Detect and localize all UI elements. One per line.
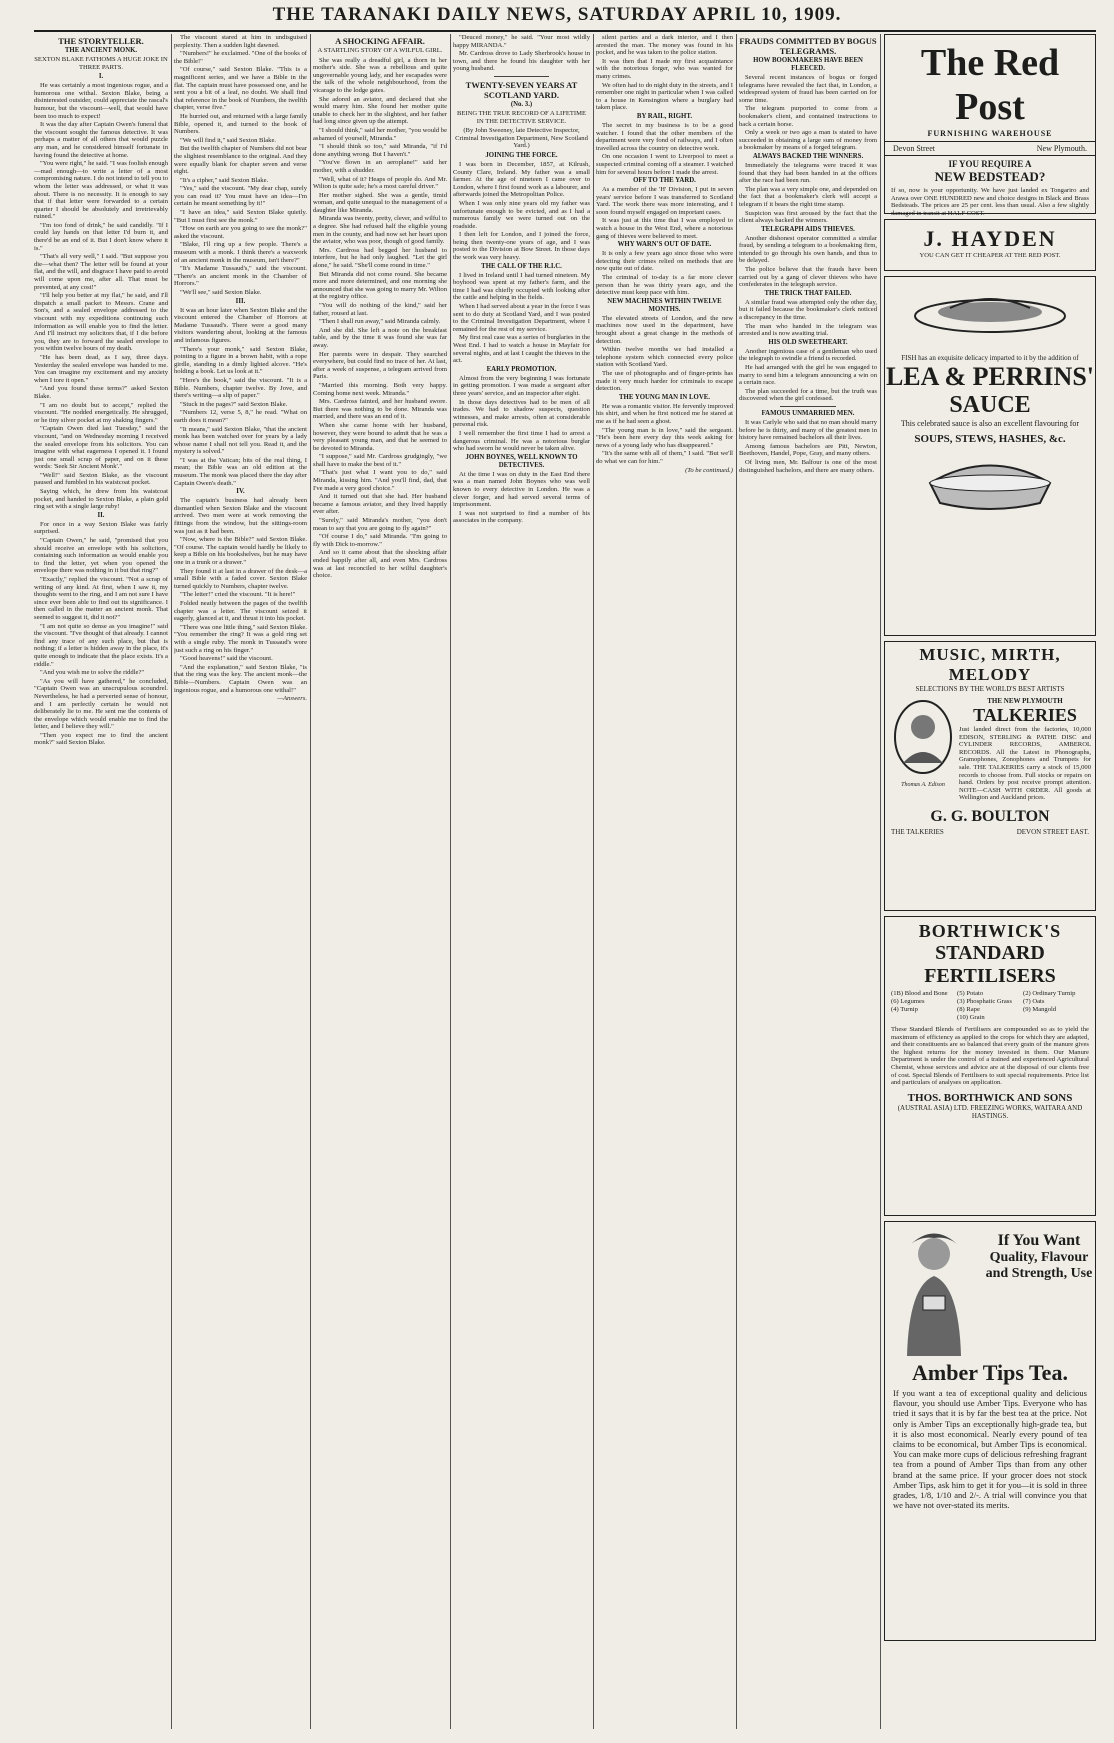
paragraph: "I'll help you better at my flat," he said, and I'll dispatch a small packet to Messrs. Crane and Son's, and a sealed envelope addressed to the viscount with my expeditions continuing such information as will enable you to find the letter. And I'll instruct my solicitors that, if I die before you, they are to forward the sealed envelope to you within twelve hours of my death. [34,292,168,353]
paragraph: Mrs. Cardross had begged her husband to interfere, but he had only laughed. "Let the girl alone," he said. "She'll come round in time." [313,246,447,270]
paragraph: "Deuced money," he said. "Your most wildly happy MIRANDA." [453,34,590,49]
paragraph: Mrs. Cardross fainted, and her husband swore. But there was nothing to be done. Miranda was married, and there was an end of it. [313,398,447,421]
paragraph-list [174,497,307,694]
list-item [891,1014,957,1022]
ad-title: Amber Tips Tea. [912,1360,1068,1385]
ad-body: This celebrated sauce is also an excellent flavouring for [900,419,1080,428]
paragraph: When I was only nine years old my father was unfortunate enough to be evicted, and as I had a numerous family we were turned out on the roadside. [453,199,590,230]
subhead: THE TRICK THAT FAILED. [764,289,852,297]
ad-content [885,697,1095,802]
paragraph: "And you found these terms?" asked Sexton Blake. [34,385,168,400]
fertiliser-list [885,988,1095,1024]
article-byline: (By John Sweeney, late Detective Inspector, Criminal Investigation Department, New Scotland Yard.) [455,127,588,150]
paragraph: Within twelve months we had installed a telephone system which connected every police station with Scotland Yard. [596,346,733,369]
paragraph: The police believe that the frauds have been carried out by a gang of clever thieves who have confederates in the telegraph service. [739,266,877,289]
sauce-dish-illustration [910,281,1070,341]
ad-street: Devon Street [893,144,935,153]
paragraph: When she came home with her husband, however, they were bound to admit that he was a very pleasant young man, and that he seemed to be devoted to Miranda. [313,421,447,452]
paragraph: It was an hour later when Sexton Blake and the viscount entered the Chamber of Horrors at Madame Tussaud's. There were a good many visitors wandering about, looking at the famous and infamous figures. [174,306,307,344]
paragraph: She adored an aviator, and declared that she would marry him. She found her mother quite unable to check her in the slightest, and her father had long since given up the attempt. [313,95,447,126]
ad-body: YOU CAN GET IT CHEAPER AT THE RED POST. [919,252,1061,259]
paragraph: He was certainly a most ingenious rogue, and a humorous one withal. Sexton Blake, being a disinterested outsider, could appreciate the rascal's humour, but the viscount—well, that would have been too much to expect! [34,82,168,120]
list-item: (9) Mangold [1023,1006,1057,1013]
ad-address: (AUSTRAL ASIA) LTD. FREEZING WORKS, WAITARA AND HASTINGS. [897,1103,1083,1120]
column-2 [174,34,307,1729]
column-4 [453,34,590,1729]
paragraph: "We'll see," said Sexton Blake. [180,289,262,296]
paragraph: "We will find it," said Sexton Blake. [180,136,277,144]
paragraph-list [596,315,733,393]
paragraph: "Of course," said Sexton Blake. "This is a magnificent series, and we have a Bible in the flat. The captain must have possessed one, and he sent you a bit of a leaf, no doubt. We shall find that reference in the book of Numbers, the twelfth chapter, verse five." [174,66,307,112]
talkeries-ad [884,641,1096,911]
list-item: (2) Ordinary Turnip [1023,990,1076,997]
subhead: OFF TO THE YARD. [633,177,696,185]
paragraph: "Of course I do," said Miranda. "I'm going to fly with Dick to-morrow." [313,533,447,548]
paragraph: Several recent instances of bogus or forged telegrams have revealed the fact that, in London, a widespread system of fraud has been carried on for some time. [739,74,877,104]
ad-company: THOS. BORTHWICK AND SONS [907,1091,1073,1104]
ad-headline: STANDARD FERTILISERS [924,942,1056,987]
paragraph-list [596,186,733,240]
paragraph: "I am not quite so dense as you imagine!" said the viscount. "I've thought of that already. I cannot find any trace of any such place, but that is nothing; if a letter is hidden away in the place, it's quite enough to indicate that the place exists. It's a riddle." [34,622,168,668]
paragraph: "That's all very well," I said. "But suppose you die—what then? The letter will be found at your flat, and the will, and disgrace I have paid to avoid will come upon me, after all. That must be prevented, at any cost!" [34,253,168,291]
ad-title: BORTHWICK'S [918,921,1062,941]
paragraph: The plan was a very simple one, and depended on the fact that a bookmaker's clerk will accept a telegram if it bears the right time stamp. [739,185,877,208]
paragraph: "You will do nothing of the kind," said her father, roused at last. [313,302,447,317]
ad-body: Just landed direct from the factories, 10,000 EDISON, STERLING & PATHE DISC and CYLINDER RECORDS, AMBEROL RECORDS. All the Latest in Phonographs, Gramophones, Zonophones and Trumpets for sale. THE TALKERIES carry a stock of 15,000 records to choose from. Full stocks or repairs on hand. Orders by post receive prompt attention. NOTE—CASH WITH ORDER. All goods at Wellington and Auckland prices. [959,726,1091,802]
list-item: (3) Phosphatic Grass [957,998,1012,1005]
paragraph: It is only a few years ago since those who were detecting their crimes relied on methods that are now quite out of date. [596,250,733,273]
ad-title: MUSIC, MIRTH, MELODY [919,645,1061,684]
subhead: THE YOUNG MAN IN LOVE. [619,393,710,401]
ad-address-left: THE TALKERIES [891,827,944,836]
subhead: TELEGRAPH AIDS THIEVES. [761,225,855,233]
paragraph: At the time I was on duty in the East End there was a man named John Boynes who was well known to every detective in London. He was a clever forger, and had served several terms of imprisonment. [453,470,590,509]
paragraph: Miranda was twenty, pretty, clever, and wilful to a degree. She had refused half the eligible young men in the county, and had now set her heart upon the aviator, who was poor, though of good family. [313,215,447,246]
subhead: ALWAYS BACKED THE WINNERS. [752,152,864,160]
ad-title: J. HAYDEN [923,226,1057,251]
ad-subtitle: FURNISHING WAREHOUSE [927,129,1053,138]
paragraph: The use of photographs and of finger-prints has made it very much harder for criminals to escape detection. [596,369,733,393]
paragraph: A similar fraud was attempted only the other day, but it failed because the bookmaker's clerk noticed a discrepancy in the time. [739,298,877,322]
paragraph: "Blake, I'll ring up a few people. There's a museum with a monk. I think there's a waxwork of an ancient monk in the museum, isn't there?" [174,241,307,264]
paragraph: "As you will have gathered," he concluded, "Captain Owen was an unscrupulous scoundrel. Nevertheless, he had a perverted sense of honour, and I am perfectly certain he would not deliberately lie to me. He sent me the contents of the envelope which would enable me to find the letter, and I believe they will." [34,677,168,731]
subhead: HIS OLD SWEETHEART. [768,338,848,346]
ad-intro: FISH has an exquisite delicacy imparted to it by the addition of [901,354,1079,362]
subhead: WHY WARN'S OUT OF DATE. [617,241,712,249]
paragraph: "Exactly," replied the viscount. "Not a scrap of writing of any kind. At first, when I saw it, my thoughts went to the ring, and I am not sure I have since ever been able to find out its significance. I then called in the matter an ancient monk. That seemed to suggest it, did it not?" [34,576,168,621]
column-divider [310,34,311,1729]
paragraph: "Married this morning. Both very happy. Coming home next week. Miranda." [313,381,447,397]
paragraph-list [596,34,733,112]
paragraph: "It's the same with all of them," I said. "But we'll do what we can for him." [596,450,733,465]
divider [780,406,835,407]
column-6 [739,34,877,1729]
paragraph: As a member of the 'H' Division, I put in seven years' service before I was transferred to Scotland Yard. The work there was more interesting, and I soon found myself engaged on important cases. [596,186,733,216]
paragraph: I well remember the first time I had to arrest a dangerous criminal. He was a notorious burglar who had sworn he would never be taken alive. [453,429,590,453]
paragraph-list [313,57,447,580]
article-title: A SHOCKING AFFAIR. [335,36,425,46]
paragraph: Suspicion was first aroused by the fact that the client always backed the winners. [739,209,877,225]
section-number: II. [97,511,105,519]
paragraph-list [739,235,877,289]
paragraph: "Stuck in the pages?" said Sexton Blake. [180,400,288,408]
ad-subtitle: SAUCE [949,392,1031,418]
ad-title: The Red Post [920,42,1060,128]
paragraph: He had arranged with the girl he was engaged to marry to send him a telegram announcing a win on a certain race. [739,364,877,387]
paragraph: "I should think," said her mother, "you would be ashamed of yourself, Miranda." [313,126,447,142]
paragraph: It was Carlyle who said that no man should marry before he is thirty, and many of the greatest men in history have remained bachelors all their lives. [739,418,877,442]
divider [494,76,549,77]
portrait-caption: Thomas A. Edison [901,782,945,788]
article-subtitle: THE ANCIENT MONK. [64,47,138,54]
paragraph: The secret in my business is to be a good watcher. I found that the other members of the department were very fond of railways, and I often travelled across the country on detective work. [596,121,733,152]
paragraph-list [739,348,877,403]
paragraph: Another dishonest operator committed a similar fraud, by sending a telegram to a bookmaking firm, intended to go through his own hands, and thus to be delayed. [739,234,877,265]
paragraph: "I am no doubt but to accept," replied the viscount. "He nodded energetically. He shrugged, or he tiny silver pocket at my shaking fingers." [34,401,168,424]
paragraph: For once in a way Sexton Blake was fairly surprised. [34,520,168,536]
ad-proprietor: G. G. BOULTON [930,807,1050,825]
list-item: (8) Rape [957,1006,980,1013]
paragraph: On one occasion I went to Liverpool to meet a suspected criminal coming off a steamer. I watched him for several hours before I made the arrest. [596,153,733,176]
article-title: TWENTY-SEVEN YEARS AT SCOTLAND YARD. [465,79,578,100]
paragraph: They found it at last in a drawer of the desk—a small Bible with a faded cover. Sexton Blake turned quickly to Numbers, chapter twelve. [174,567,307,590]
tureen-illustration [910,453,1070,513]
hayden-ad [884,219,1096,271]
list-item: (6) Legumes [891,998,925,1005]
paragraph: Saying which, he drew from his waistcoat pocket, and handed to Sexton Blake, a plain gold ring set with a single large ruby! [34,488,168,511]
paragraph: Her mother sighed. She was a gentle, timid woman, and quite unequal to the management of a daughter like Miranda. [313,191,447,214]
portrait-icon [891,697,955,777]
column-divider [450,34,451,1729]
ad-brand: TALKERIES [973,705,1077,725]
section-number: III. [235,297,246,305]
paragraph-list [596,122,733,176]
paragraph-list [739,162,877,225]
subhead: NEW MACHINES WITHIN TWELVE MONTHS. [607,297,722,313]
paragraph: silent parties and a dark interior, and I then arrested the man. The money was found in his pocket, and he was taken to the police station. [596,34,733,57]
red-post-ad [884,34,1096,217]
paragraph: Folded neatly between the pages of the twelfth chapter was a letter. The viscount seized it eagerly, glanced at it, and thrust it into his pocket. [174,599,307,623]
paragraph-list [34,521,168,747]
subhead: FAMOUS UNMARRIED MEN. [761,409,855,417]
paragraph: She was really a dreadful girl, a thorn in her mother's side. She was a rebellious and quite ungovernable young lady, and her escapades were the talk of the whole neighbourhood, from the vicarage to the lodge gates. [313,56,447,94]
paragraph: "Captain Owen," he said, "promised that you should receive an envelope with his solicitors, containing such information as would enable you to find the letter, yet when you opened the envelope there was nothing in it but that ring?" [34,537,168,575]
paragraph: "Then you expect me to find the ancient monk?" said Sexton Blake. [34,731,168,747]
paragraph: "The young man is in love," said the sergeant. "He's been here every day this week asking for news of a young lady who has disappeared." [596,426,733,449]
column-divider [593,34,594,1729]
section-number: IV. [236,488,245,496]
article-subtitle: HOW BOOKMAKERS HAVE BEEN FLEECED. [753,57,863,72]
subhead: BY RAIL, RIGHT. [636,112,693,120]
ad-address [885,826,1095,838]
ad-question: IF YOU REQUIRE A [948,159,1032,169]
paragraph: "Then I shall run away," said Miranda calmly. [319,318,441,326]
paragraph-list [739,299,877,338]
masthead-rule [34,30,1096,32]
subhead: THE CALL OF THE R.I.C. [481,262,562,270]
article-deck: A STARTLING STORY OF A WILFUL GIRL. [317,47,443,54]
paragraph: "Numbers!" he exclaimed. "One of the books of the Bible!" [174,50,307,65]
paragraph: "It means," said Sexton Blake, "that the ancient monk has been watched over for years by a lady whose name I shall not tell you. Read it, and the mystery is solved." [174,425,307,456]
amber-tips-ad [884,1221,1096,1641]
subhead: JOHN BOYNES, WELL KNOWN TO DETECTIVES. [465,453,578,469]
paragraph: "There was one little thing," said Sexton Blake. "You remember the ring? It was a gold ring set with a single ruby. The monk in Tussaud's wore just such a ring on his finger." [174,623,307,654]
list-item: (10) Grain [957,1014,985,1021]
ad-title: LEA & PERRINS' [885,362,1095,391]
lady-illustration [889,1226,979,1356]
ad-subtitle: SELECTIONS BY THE WORLD'S BEST ARTISTS [915,685,1065,693]
list-item: (7) Oats [1023,998,1045,1005]
paragraph: "There's your monk," said Sexton Blake, pointing to a figure in a brown habit, with a rope girdle, standing in a dimly lighted alcove. "He's holding a book. Let us look at it." [174,345,307,376]
list-item: (1B) Blood and Bone [891,990,948,997]
paragraph: In those days detectives had to be men of all trades. We had to shadow suspects, question witnesses, and make arrests, often at considerable personal risk. [453,398,590,429]
paragraph: Almost from the very beginning I was fortunate in getting promotion. I was made a sergeant after three years' service, and an inspector after eight. [453,374,590,397]
paragraph-list [453,34,590,73]
paragraph: "It's a cipher," said Sexton Blake. [180,176,269,184]
article-deck: SEXTON BLAKE FATHOMS A HUGE JOKE IN THREE PARTS. [34,56,168,71]
article-title: FRAUDS COMMITTED BY BOGUS TELEGRAMS. [739,36,877,56]
paragraph: "Well!" said Sexton Blake, as the viscount paused and fumbled in his waistcoat pocket. [34,471,168,487]
paragraph: "I was at the Vatican; bits of the real thing, I mean; the Bible was an old edition at the museum. The monk was placed there the day after Captain Owen's death." [174,456,307,487]
paragraph: "It's Madame Tussaud's," said the viscount. "There's an ancient monk in the Chamber of Horrors." [174,265,307,288]
paragraph: "You've flown in an aeroplane!" said her mother, with a shudder. [313,159,447,174]
list-item: (5) Potato [957,990,984,997]
list-item: (4) Turnip [891,1006,918,1013]
edison-portrait [891,697,955,788]
paragraph-list [34,82,168,511]
ad-location [885,141,1095,156]
column-divider [171,34,172,1729]
column-5 [596,34,733,1729]
paragraph: The man who handed in the telegram was arrested and is now awaiting trial. [739,322,877,338]
paragraph-list [174,307,307,488]
list-item [1023,1014,1089,1022]
ad-body: If so, now is your opportunity. We have just landed ex Tongariro and Arawa over ONE HUNDRED new and choice designs in Black and Brass Bedsteads. The prices are 25 per cent. less than usual. Also a few slightly damaged in transit at HALF COST. [891,187,1089,217]
ad-right [955,697,1095,802]
paragraph: It was just at this time that I was employed to watch a house in the West End, where a notorious gang of thieves were believed to meet. [596,217,733,240]
paragraph: And so it came about that the shocking affair ended happily after all, and even Mrs. Cardross was at last reconciled to her wilful daughter's choice. [313,549,447,580]
paragraph-list [453,375,590,453]
paragraph-list [739,74,877,152]
paragraph: Another ingenious case of a gentleman who used the telegraph to swindle a friend is recorded. [739,347,877,363]
paragraph: "Numbers 12, verse 5, 8," he read. "What on earth does it mean?" [174,409,307,424]
paragraph: "Good heavens!" said the viscount. [180,655,273,663]
paragraph: "Surely," said Miranda's mother, "you don't mean to say that you are going to fly again?" [313,517,447,532]
ad-headline: If You Want [997,1232,1081,1249]
article-deck: BEING THE TRUE RECORD OF A LIFETIME IN THE DETECTIVE SERVICE. [456,109,587,125]
ad-body: These Standard Blends of Fertilisers are compounded so as to yield the maximum of efficiency as applied to the crops for which they are adapted, and their constituents are so balanced that every grain of the manure gives the highest returns for the money invested in them. Our Manure Department is under the control of a trained and experienced Agricultural Chemist, whose services and advice are at the disposal of our clients free of cost. Special Blends of Fertilisers to suit special requirements. Price list and particulars of analyses on application. [891,1026,1089,1087]
paragraph: It was the day after Captain Owen's funeral that the viscount sought the famous detective. It was perhaps a matter of all others that would puzzle any man, and he considered himself fortunate in having found the detective at home. [34,121,168,159]
article-subtitle: (No. 3.) [510,100,533,108]
paragraph: "Yes," said the viscount. "My dear chap, surely you can read it? You must have an idea—I'm certain he meant something by it!" [174,185,307,208]
paragraph: "Here's the book," said the viscount. "It is a Bible. Numbers, chapter twelve. By Jove, and there's writing—a slip of paper." [174,376,307,400]
paragraph: The viscount stared at him in undisguised perplexity. Then a sudden light dawned. [174,34,307,49]
paragraph: When I had served about a year in the force I was sent to do duty at Scotland Yard, and I was posted to the Criminal Investigation Department, where I remained for the rest of my service. [453,303,590,333]
lea-perrins-ad [884,276,1096,636]
ad-subheadline: Quality, Flavour and Strength, Use [985,1250,1093,1281]
paragraph: And she did. She left a note on the breakfast table, and by the time it was found she was far away. [313,326,447,349]
article-signature: (To be continued.) [685,466,733,474]
paragraph: The captain's business had already been dismantled when Sexton Blake and the viscount arrived. Two men were at work removing the fittings from the window, but the sittings-room was just as it had been. [174,497,307,535]
column-3 [313,34,447,1729]
paragraph: "I have an idea," said Sexton Blake quietly. "But I must first see the monk." [174,209,307,224]
paragraph-list [596,403,733,466]
paragraph: My first real case was a series of burglaries in the West End. I had to watch a house in Mayfair for several nights, and at last I caught the thieves in the act. [453,334,590,365]
paragraph: Among famous bachelors are Pitt, Newton, Beethoven, Handel, Pope, Gray, and many others. [739,442,877,458]
paragraph: "Well, what of it? Heaps of people do. And Mr. Wilton is quite safe; he's a most careful driver." [313,175,447,191]
paragraph: "And you wish me to solve the riddle?" [40,669,145,677]
paragraph: "I should think so too," said Miranda, "if I'd done anything wrong. But I haven't." [313,143,447,158]
ad-address-right: DEVON STREET EAST. [1016,827,1089,836]
paragraph-list [453,161,590,262]
paragraph: "That's just what I want you to do," said Miranda, kissing him. "And you'll find, dad, that I've made a very good choice." [313,469,447,492]
paragraph: "How on earth are you going to see the monk?" asked the viscount. [174,225,307,240]
paragraph: "Captain Owen died last Tuesday," said the viscount, "and on Wednesday morning I received the sealed envelope from his solicitors. You can imagine with what eagerness I opened it. I found just one small scrap of paper, and on it these words: 'Seek Sir Ancient Monk'." [34,425,168,471]
ad-the: THE NEW PLYMOUTH [987,697,1063,705]
advertisements-column [884,34,1096,1646]
paragraph: We often had to do night duty in the streets, and I remember one night in particular when I was called to a house in Kensington where a burglary had taken place. [596,81,733,112]
paragraph: "Now, where is the Bible?" said Sexton Blake. "Of course. The captain would hardly be likely to keep a Bible on his bookshelves, but he may have one in a trunk or a drawer." [174,536,307,566]
ad-body: If you want a tea of exceptional quality and delicious flavour, you should use Amber Tips. Everyone who has tried it says that it is by far the best tea at the price. Not only is Amber Tips an exceptionally high-grade tea, but it is also most economical. Nearly every pound of tea claims to be economical, but Amber Tips is economical. You can make more cups of delicious refreshing fragrant tea from a pound of Amber Tips than from any other brand at the same price. If your grocer does not stock Amber Tips, ask him to get it for you—it is sold in three grades, 1/8, 1/10 and 2/-. A trial will convince you that we have not over-stated its merits. [893,1388,1087,1511]
paragraph: The criminal of to-day is a far more clever person than he was thirty years ago, and the detective must keep pace with him. [596,274,733,297]
subhead: EARLY PROMOTION. [486,365,557,373]
paragraph-list [596,250,733,297]
paragraph-list [739,419,877,474]
paragraph: "I suppose," said Mr. Cardross grudgingly, "we shall have to make the best of it." [313,453,447,468]
paragraph: I was not surprised to find a number of his associates in the company. [453,509,590,525]
paragraph-list [453,471,590,525]
paragraph: "I'm too fond of drink," he said candidly. "If I could lay hands on that letter I'd burn it, and there'd be an end of it. But I don't know where it is." [34,221,168,252]
ad-town: New Plymouth. [1036,144,1087,153]
paragraph: It was then that I made my first acquaintance with the notorious forger, who was wanted for many crimes. [596,57,733,80]
paragraph: And it turned out that she had. Her husband became a famous aviator, and they lived happily ever after. [313,493,447,516]
paragraph: He was a romantic visitor. He fervently improved his shirt, and when he first noticed me he stared at me as if he had seen a ghost. [596,402,733,425]
paragraph: But Miranda did not come round. She became more and more determined, and one morning she announced that she was going to marry Mr. Wilton at the registry office. [313,270,447,301]
paragraph: He hurried out, and returned with a large family Bible, opened it, and turned to the book of Numbers. [174,112,307,136]
paragraph: Mr. Cardross drove to Lady Sherbrook's house in town, and there he found his daughter with her young husband. [453,50,590,73]
paragraph: The plan succeeded for a time, but the truth was discovered when the girl confessed. [739,387,877,403]
section-number: I. [98,73,104,81]
column-1 [34,34,168,1729]
paragraph: The elevated streets of London, and the new machines now used in the department, have brought about a great change in the methods of detection. [596,314,733,345]
paragraph: The telegram purported to come from a bookmaker's client, and contained instructions to back a certain horse. [739,105,877,128]
paragraph: "He has been dead, as I say, three days. Yesterday the sealed envelope was handed to me. You can imagine my excitement and my anxiety when I tore it open." [34,353,168,384]
paragraph: I then left for London, and I joined the force, being then twenty-one years of age, and I was posted to the Division at Bow Street. In those days the work was very heavy. [453,231,590,262]
article-title: THE STORYTELLER. [58,36,144,46]
masthead: THE TARANAKI DAILY NEWS, SATURDAY APRIL 10, 1909. [272,4,842,25]
paragraph: Her parents were in despair. They searched everywhere, but could find no trace of her. At last, after a week of suspense, a telegram arrived from Paris. [313,350,447,381]
paragraph: I was born in December, 1857, at Kilrush, County Clare, Ireland. My father was a small farmer. At the age of nineteen I came over to London, where I first found work as a labourer, and afterwards joined the Metropolitan Police. [453,160,590,199]
paragraph-list [453,272,590,365]
paragraph: "You were right," he said. "I was foolish enough—mad enough—to write a letter of a most compromising nature. I do not intend to tell you to whom the letter was addressed, or what it was about. There is no necessity. It is enough to say that if that letter were forwarded to a certain quarter I should be absolutely and irretrievably ruined." [34,160,168,221]
ad-headline: NEW BEDSTEAD? [934,169,1046,184]
paragraph: "And the explanation," said Sexton Blake, "is that the ring was the key. The ancient monk—the Bible—Numbers. Captain Owen was an ingenious rogue, and a humorous one withal!" [174,663,307,694]
subhead: JOINING THE FORCE. [485,151,558,159]
paragraph: Of living men, Mr. Balfour is one of the most distinguished bachelors, and there are many others. [739,458,877,474]
paragraph: I lived in Ireland until I had turned nineteen. My boyhood was spent at my father's farm, and the time I had was chiefly occupied with looking after the cattle and helping in the fields. [453,271,590,302]
paragraph: But the twelfth chapter of Numbers did not bear the slightest resemblance to the original. And they were equally blank for chapter seven and verse eight. [174,145,307,176]
article-signature: —Answers. [277,695,307,703]
ad-tagline: SOUPS, STEWS, HASHES, &c. [914,433,1066,445]
column-divider [880,34,881,1729]
borthwick-ad [884,916,1096,1216]
column-divider [736,34,737,1729]
paragraph-list [174,34,307,297]
paragraph: Only a week or two ago a man is stated to have succeeded in obtaining a large sum of money from a bookmaker by means of a forged telegram. [739,129,877,152]
paragraph: Immediately the telegrams were traced it was found that they had been handed in at the offices after the race had been run. [739,161,877,185]
paragraph: "The letter!" cried the viscount. "It is here!" [180,591,296,599]
